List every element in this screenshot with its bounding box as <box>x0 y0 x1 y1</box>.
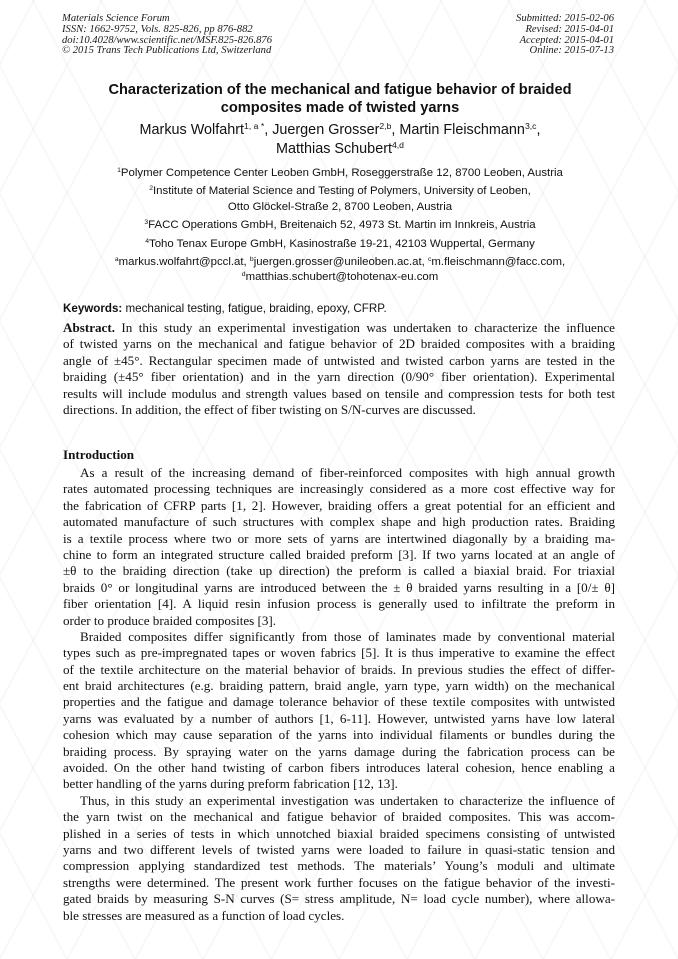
author-name: Matthias Schubert <box>276 140 392 157</box>
paragraph-line: braiding process. By spraying water on the yarns damage during the fabrication process can be <box>63 743 615 759</box>
paragraph-line: yarns and two different levels of twisted yarns were loaded to failure in quasi-static tension and <box>63 841 615 857</box>
paragraph-line: automated manufacture of such structures with complex shape and high production rates. Braiding <box>63 514 615 530</box>
abstract-line <box>63 320 615 336</box>
email-link[interactable]: matthias.schubert@tohotenax-eu.com <box>245 271 439 284</box>
email-link[interactable]: juergen.grosser@unileoben.ac.at, <box>253 256 428 269</box>
abstract-line: angle of ±45°. Rectangular specimen made of untwisted and twisted carbon yarns are tested in the <box>63 352 615 368</box>
authors-line-1 <box>60 121 620 140</box>
paragraph-line: properties and the fatigue and damage tolerance behavior of these textile composites with untwisted <box>63 694 615 710</box>
emails-line-1 <box>60 255 620 270</box>
paragraph-line: of the textile architecture on the material behavior of braids. In previous studies the effect of differ- <box>63 661 615 677</box>
email-link[interactable]: markus.wolfahrt@pccl.at, <box>118 256 250 269</box>
email-sup: c <box>428 255 432 263</box>
author-list <box>60 121 620 158</box>
abstract-label: Abstract. <box>63 320 115 335</box>
paragraph-line: gated braids by measuring S-N curves (S= stress amplitude, N= load cycle number), where allowa- <box>63 891 615 907</box>
paragraph-line: As a result of the increasing demand of fiber-reinforced composites with high annual growth <box>80 465 615 480</box>
paragraph-line: the fabrication of CFRP parts [1, 2]. However, braiding offers a great potential for an efficient and <box>63 497 615 513</box>
paragraph-line: types such as pre-impregnated tapes or woven fabrics [5]. It is thus imperative to examine the effect <box>63 645 615 661</box>
affiliation-2-cont: Otto Glöckel-Straße 2, 8700 Leoben, Austria <box>227 200 453 213</box>
keywords <box>63 302 387 315</box>
title-line-1: Characterization of the mechanical and fatigue behavior of braided <box>108 82 572 98</box>
affil-text: Toho Tenax Europe GmbH, Kasinostraße 19-21, 42103 Wuppertal, Germany <box>149 237 535 250</box>
paragraph-line: ble stresses are measured as a function of load cycles. <box>63 907 345 923</box>
affil-text: Polymer Competence Center Leoben GmbH, Roseggerstraße 12, 8700 Leoben, Austria <box>120 167 563 179</box>
journal-issn: ISSN: 1662-9752, Vols. 825-826, pp 876-882 <box>62 23 253 35</box>
paragraph-line: fiber orientation [4]. A liquid resin infusion process is generally used to infiltrate the preform in <box>63 596 615 612</box>
paragraph-line: avoided. On the other hand twisting of carbon fibers introduces lateral cohesion, hence enabling a <box>63 760 615 776</box>
submission-dates <box>516 14 614 57</box>
paragraph-line: rates automated processing techniques are increasingly considered as a more cost effective way for <box>63 481 615 497</box>
separator: , <box>536 122 541 138</box>
affiliation-4 <box>60 237 620 252</box>
abstract <box>63 320 615 418</box>
affiliation-1 <box>60 166 620 181</box>
date-online: Online: 2015-07-13 <box>529 45 614 57</box>
paragraph-line: order to produce braided composites [3]. <box>63 612 277 628</box>
author-name: Markus Wolfahrt <box>139 122 245 138</box>
journal-name: Materials Science Forum <box>62 13 170 24</box>
paragraph-line: better handling of the yarns during preform fabrication [12, 13]. <box>63 776 398 792</box>
journal-doi[interactable]: doi:10.4028/www.scientific.net/MSF.825-826.876 <box>62 34 272 46</box>
paragraph-line: cohesion which may cause separation of the yarns into individual filaments or bundles during the <box>63 727 615 743</box>
date-accepted: Accepted: 2015-04-01 <box>519 34 614 46</box>
paragraph-line: Braided composites differ significantly from those of laminates made by conventional material <box>80 628 615 644</box>
email-sup: b <box>249 255 254 263</box>
separator: , <box>391 122 400 138</box>
abstract-line: results will include modulus and strength values based on tensile and compression tests for both test <box>63 385 615 401</box>
paragraph-line: ent braid architectures (e.g. braiding pattern, braid angle, yarn type, yarn width) on the mechanical <box>63 678 615 694</box>
affil-sup: 4 <box>145 237 149 245</box>
email-link[interactable]: m.fleischmann@facc.com, <box>431 256 566 269</box>
abstract-line: braiding (±45° fiber orientation) and in the yarn direction (0/90° fiber orientation). Experimental <box>63 369 615 385</box>
separator: , <box>264 122 273 138</box>
emails-line-2 <box>60 270 620 285</box>
keywords-label: Keywords: <box>63 302 123 315</box>
date-revised: Revised: 2015-04-01 <box>525 23 614 35</box>
paragraph-line: chine to form an integrated structure called braided preform [3]. If two yarns located at an angle of <box>63 546 615 562</box>
paragraph-line: is a textile process where two or more sets of yarns are intertwined diagonally by a braiding ma- <box>63 530 615 546</box>
author-name: Martin Fleischmann <box>399 122 525 138</box>
paragraph-line: strengths were determined. The present work further focuses on the fatigue behavior of the investi- <box>63 874 615 890</box>
journal-copyright: © 2015 Trans Tech Publications Ltd, Switzerland <box>62 45 272 57</box>
date-submitted: Submitted: 2015-02-06 <box>516 13 614 24</box>
paragraph-line: Thus, in this study an experimental investigation was undertaken to characterize the influence of <box>80 792 615 808</box>
author-affil-sup: 3,c <box>524 120 537 131</box>
paragraph-line: plished in a series of tests in which unnotched biaxial braided specimens consisting of untwisted <box>63 825 615 841</box>
journal-info <box>62 14 272 57</box>
affil-sup: 3 <box>144 219 149 227</box>
paragraph-line: braids 0° or longitudinal yarns are introduced between the ± θ braided yarns resulting in a [0/± θ] <box>63 579 615 595</box>
paper-title <box>60 81 620 117</box>
authors-line-2 <box>60 140 620 159</box>
author-affil-sup: 2,b <box>379 120 392 131</box>
title-line-2: composites made of twisted yarns <box>220 100 460 116</box>
keywords-text: mechanical testing, fatigue, braiding, epoxy, CFRP. <box>122 302 387 315</box>
paragraph-line: ±θ to the braiding direction (take up direction) the preform is called a biaxial braid. For triaxial <box>63 563 615 579</box>
affil-sup: 2 <box>149 185 154 193</box>
paragraph-line: yarns was evaluated by a number of authors [1, 6-11]. However, untwisted yarns have low lateral <box>63 710 615 726</box>
affiliations <box>60 166 620 286</box>
email-sup: a <box>114 255 119 263</box>
abstract-line: directions. In addition, the effect of fiber twisting on S/N-curves are discussed. <box>63 401 476 417</box>
author-name: Juergen Grosser <box>272 122 380 138</box>
email-sup: d <box>241 271 246 279</box>
author-affil-sup: 1, a * <box>244 120 265 131</box>
affiliation-3 <box>60 218 620 233</box>
affil-sup: 1 <box>117 166 121 174</box>
section-heading-introduction: Introduction <box>63 447 135 462</box>
paragraph-line: the yarn twist on the mechanical and fatigue behavior of braided composites. This was accom- <box>63 809 615 825</box>
abstract-text: In this study an experimental investigation was undertaken to characterize the influence <box>115 320 615 335</box>
abstract-line: of twisted yarns on the mechanical and fatigue behavior of 2D braided composites with a braiding <box>63 336 615 352</box>
introduction-body <box>63 465 615 924</box>
affiliation-2 <box>60 184 620 199</box>
paragraph-line: compression applying standardized test methods. The materials’ Young’s moduli and ultimate <box>63 858 615 874</box>
affil-text: Institute of Material Science and Testing of Polymers, University of Leoben, <box>153 185 531 198</box>
author-affil-sup: 4,d <box>391 139 404 150</box>
affil-text: FACC Operations GmbH, Breitenaich 52, 4973 St. Martin im Innkreis, Austria <box>148 219 536 232</box>
